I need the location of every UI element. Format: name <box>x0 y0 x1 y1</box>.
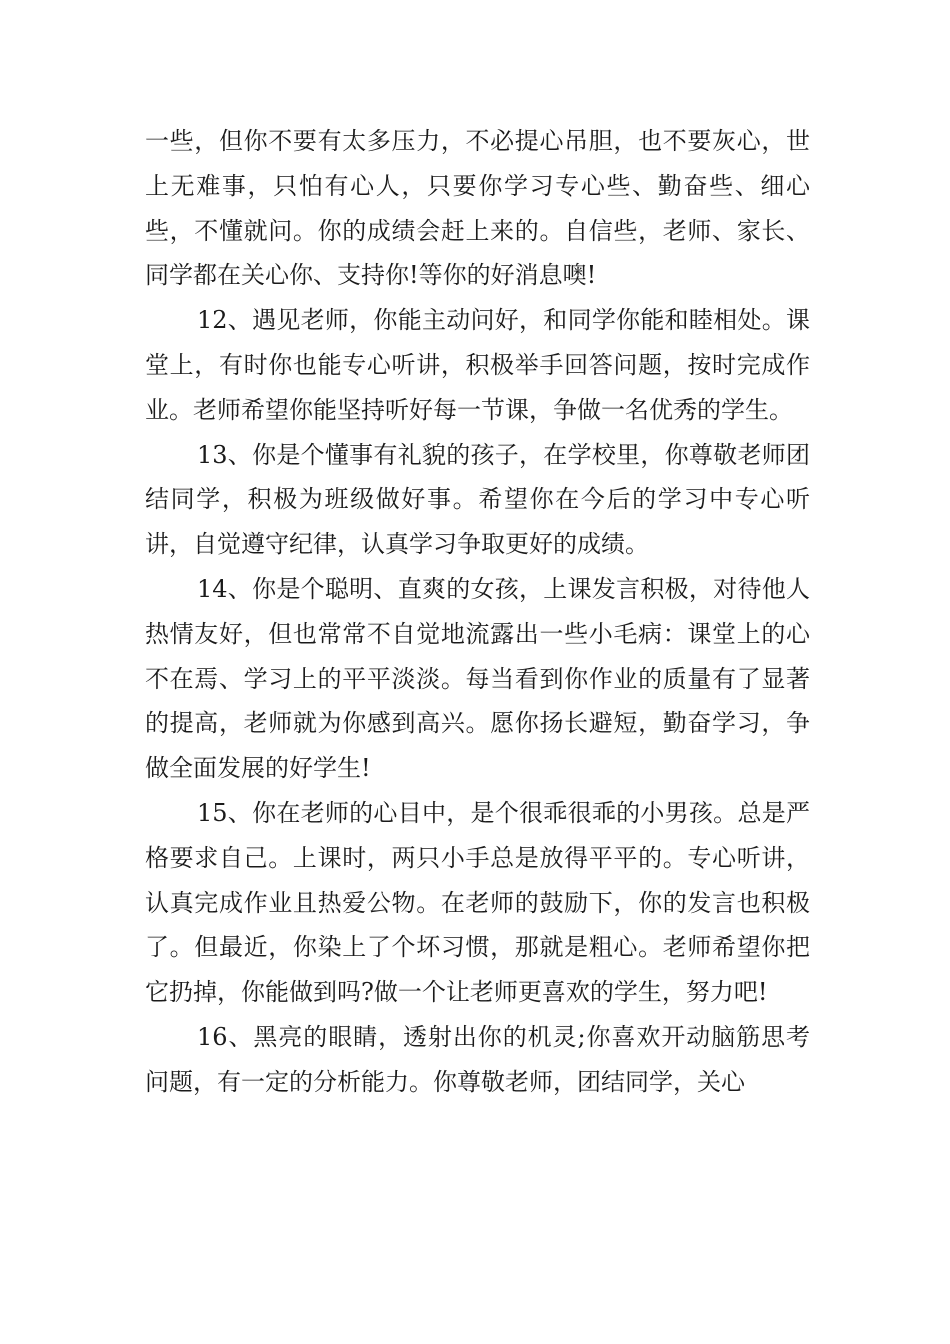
paragraph-comment-15: 15、你在老师的心目中，是个很乖很乖的小男孩。总是严格要求自己。上课时，两只小手总是放得平平的。专心听讲，认真完成作业且热爱公物。在老师的鼓励下，你的发言也积极了。但最近，你染上了个坏习惯，那就是粗心。老师希望你把它扔掉，你能做到吗?做一个让老师更喜欢的学生，努力吧! <box>145 798 810 1007</box>
paragraph-comment-12: 12、遇见老师，你能主动问好，和同学你能和睦相处。课堂上，有时你也能专心听讲，积极举手回答问题，按时完成作业。老师希望你能坚持听好每一节课，争做一名优秀的学生。 <box>145 306 810 424</box>
paragraph-continued: 一些，但你不要有太多压力，不必提心吊胆，也不要灰心，世上无难事，只怕有心人，只要你学习专心些、勤奋些、细心些，不懂就问。你的成绩会赶上来的。自信些，老师、家长、同学都在关心你、支持你!等你的好消息噢! <box>145 127 810 290</box>
paragraph-comment-13: 13、你是个懂事有礼貌的孩子，在学校里，你尊敬老师团结同学，积极为班级做好事。希望你在今后的学习中专心听讲，自觉遵守纪律，认真学习争取更好的成绩。 <box>145 440 810 559</box>
paragraph-comment-14: 14、你是个聪明、直爽的女孩，上课发言积极，对待他人热情友好，但也常常不自觉地流露出一些小毛病：课堂上的心不在焉、学习上的平平淡淡。每当看到你作业的质量有了显著的提高，老师就为你感到高兴。愿你扬长避短，勤奋学习，争做全面发展的好学生! <box>145 574 810 783</box>
paragraph-comment-16: 16、黑亮的眼睛，透射出你的机灵;你喜欢开动脑筋思考问题，有一定的分析能力。你尊敬老师，团结同学，关心 <box>145 1022 810 1096</box>
document-body <box>145 119 810 1105</box>
